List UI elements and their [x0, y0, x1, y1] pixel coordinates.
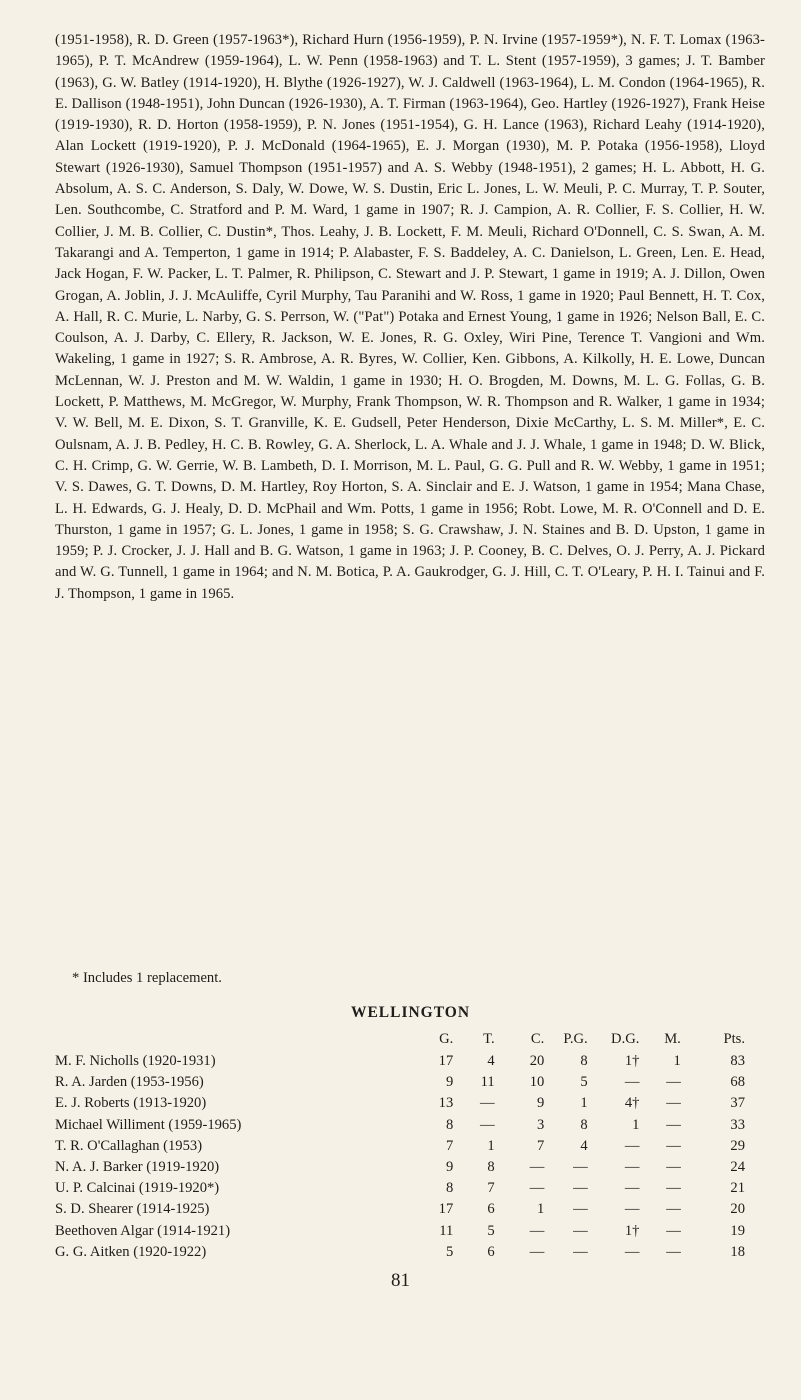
cell-marks: —	[666, 1201, 681, 1218]
cell-conversions: 10	[529, 1074, 545, 1091]
cell-drop-goals: —	[624, 1180, 640, 1197]
body-paragraph: (1951-1958), R. D. Green (1957-1963*), Richard Hurn (1956-1959), P. N. Irvine (1957-1959*), N. F. T. Lomax (1963-1965), P. T. McAndrew (1959-1964), L. W. Penn (1958-1963) and T. L. Stent (1957-1959), 3 games; J. T. Bamber (1963), G. W. Batley (1914-1920), H. Blythe (1926-1927), W. J. Caldwell (1963-1964), L. M. Condon (1964-1965), R. E. Dallison (1948-1951), John Duncan (1926-1930), A. T. Firman (1963-1964), Geo. Hartley (1926-1927), Frank Heise (1919-1930), R. D. Horton (1958-1959), P. N. Jones (1951-1954), G. H. Lance (1963), Richard Leahy (1914-1920), Alan Lockett (1919-1920), P. J. McDonald (1964-1965), E. J. Morgan (1930), M. P. Potaka (1956-1958), Lloyd Stewart (1926-1930), Samuel Thompson (1951-1957) and A. S. Webby (1948-1951), 2 games; H. L. Abbott, H. G. Absolum, A. S. C. Anderson, S. Daly, W. Dowe, W. S. Dustin, Eric L. Jones, L. W. Meuli, P. C. Murray, T. P. Souter, Len. Southcombe, C. Stratford and P. M. Ward, 1 game in 1907; R. J. Campion, A. R. Collier, F. S. Collier, H. W. Collier, J. M. B. Collier, C. Dustin*, Thos. Leahy, J. B. Lockett, F. M. Meuli, Richard O'Donnell, C. S. Swan, A. M. Takarangi and A. Temperton, 1 game in 1914; P. Alabaster, F. S. Baddeley, A. C. Danielson, L. Green, Len. E. Head, Jack Hogan, F. W. Packer, L. T. Palmer, R. Philipson, C. Stewart and J. P. Stewart, 1 game in 1919; A. J. Dillon, Owen Grogan, A. Joblin, J. J. McAuliffe, Cyril Murphy, Tau Paranihi and W. Ross, 1 game in 1920; Paul Bennett, H. T. Cox, A. Hall, R. C. Murie, L. Narby, G. S. Perrson, W. ("Pat") Potaka and Ernest Young, 1 game in 1926; Nelson Ball, E. C. Coulson, A. J. Darby, C. Ellery, R. Jackson, W. E. Jones, R. G. Oxley, Wiri Pine, Terence T. Vangioni and Wm. Wakeling, 1 game in 1927; S. R. Ambrose, A. R. Byres, W. Collier, Ken. Gibbons, A. Kilkolly, H. E. Lowe, Duncan McLennan, W. J. Preston and M. W. Waldin, 1 game in 1930; H. O. Brogden, M. Downs, M. L. G. Follas, G. B. Lockett, P. Matthews, M. McGregor, W. Murphy, Frank Thompson, W. R. Thompson and R. Walker, 1 game in 1934; V. W. Bell, M. E. Dixon, S. T. Granville, K. E. Gudsell, Peter Henderson, Dixie McCarthy, L. S. M. Miller*, E. C. Oulsnam, A. J. B. Pedley, H. C. B. Rowley, G. A. Sherlock, L. A. Whale and J. J. Whale, 1 game in 1948; D. W. Blick, C. H. Crimp, G. W. Gerrie, W. B. Lambeth, D. I. Morrison, M. L. Paul, G. G. Pull and R. W. Webby, 1 game in 1951; V. S. Dawes, G. T. Downs, D. M. Hartley, Roy Horton, S. A. Sinclair and E. J. Watson, 1 game in 1954; Mana Chase, L. H. Edwards, G. J. Healy, D. D. McPhail and Wm. Potts, 1 game in 1956; Robt. Lowe, M. R. O'Connell and D. E. Thurston, 1 game in 1957; G. L. Jones, 1 game in 1958; S. G. Crawshaw, J. N. Staines and B. D. Upston, 1 game in 1959; P. J. Crocker, J. J. Hall and B. G. Watson, 1 game in 1963; J. P. Cooney, B. C. Delves, O. J. Perry, A. J. Pickard and W. G. Tunnell, 1 game in 1964; and N. M. Botica, P. A. Gaukrodger, G. J. Hill, C. T. O'Leary, P. H. I. Tainui and F. J. Thompson, 1 game in 1965.	[55, 32, 765, 602]
cell-penalty-goals: 8	[580, 1116, 588, 1133]
cell-tries: 5	[487, 1222, 495, 1239]
cell-points: 20	[730, 1201, 745, 1218]
header-drop-goals: D.G.	[611, 1030, 640, 1047]
cell-games: 7	[445, 1137, 454, 1154]
header-penalty-goals: P.G.	[563, 1030, 588, 1047]
cell-player-name: G. G. Aitken (1920-1922)	[55, 1243, 207, 1260]
section-title: WELLINGTON	[350, 1004, 471, 1021]
cell-points: 19	[730, 1222, 745, 1239]
cell-conversions: 3	[536, 1116, 545, 1133]
cell-points: 83	[730, 1053, 745, 1070]
cell-marks: —	[666, 1116, 681, 1133]
cell-drop-goals: —	[624, 1201, 640, 1218]
table-row	[55, 1093, 745, 1114]
cell-player-name: N. A. J. Barker (1919-1920)	[55, 1159, 220, 1176]
header-name	[55, 1030, 407, 1051]
cell-penalty-goals: —	[573, 1222, 588, 1239]
cell-games: 8	[445, 1180, 454, 1197]
cell-games: 5	[445, 1243, 454, 1260]
cell-tries: 8	[487, 1159, 495, 1176]
table-row	[55, 1136, 745, 1157]
cell-player-name: Michael Williment (1959-1965)	[55, 1116, 242, 1133]
cell-penalty-goals: 5	[580, 1074, 588, 1091]
cell-player-name: U. P. Calcinai (1919-1920*)	[55, 1180, 220, 1197]
cell-points: 37	[730, 1095, 745, 1112]
cell-games: 17	[438, 1053, 454, 1070]
table-header-row	[55, 1030, 745, 1051]
cell-points: 24	[730, 1159, 745, 1176]
cell-games: 9	[445, 1074, 454, 1091]
cell-drop-goals: —	[624, 1074, 640, 1091]
cell-player-name: E. J. Roberts (1913-1920)	[55, 1095, 207, 1112]
cell-tries: 11	[480, 1074, 495, 1091]
cell-games: 11	[439, 1222, 454, 1239]
cell-penalty-goals: —	[573, 1201, 588, 1218]
cell-penalty-goals: 8	[580, 1053, 588, 1070]
cell-marks: —	[666, 1180, 681, 1197]
cell-penalty-goals: —	[573, 1159, 588, 1176]
cell-conversions: 1	[536, 1201, 545, 1218]
cell-player-name: Beethoven Algar (1914-1921)	[55, 1222, 231, 1239]
cell-penalty-goals: —	[573, 1243, 588, 1260]
footnote: * Includes 1 replacement.	[72, 970, 222, 986]
cell-player-name: M. F. Nicholls (1920-1931)	[55, 1053, 216, 1070]
cell-conversions: —	[529, 1222, 545, 1239]
cell-penalty-goals: —	[573, 1180, 588, 1197]
cell-points: 68	[730, 1074, 745, 1091]
header-tries: T.	[483, 1030, 495, 1047]
table-row	[55, 1157, 745, 1178]
header-marks: M.	[664, 1030, 681, 1047]
table-row	[55, 1115, 745, 1136]
table-row	[55, 1178, 745, 1199]
cell-marks: —	[666, 1137, 681, 1154]
cell-marks: —	[666, 1074, 681, 1091]
cell-marks: —	[666, 1243, 681, 1260]
cell-points: 21	[730, 1180, 745, 1197]
table-row	[55, 1072, 745, 1093]
cell-points: 33	[730, 1116, 745, 1133]
table-row	[55, 1199, 745, 1220]
cell-marks: —	[666, 1222, 681, 1239]
cell-marks: —	[666, 1095, 681, 1112]
cell-drop-goals: —	[624, 1137, 640, 1154]
cell-points: 18	[730, 1243, 745, 1260]
cell-penalty-goals: 4	[580, 1137, 588, 1154]
page-number: 81	[391, 1270, 410, 1291]
cell-tries: 4	[487, 1053, 495, 1070]
cell-tries: 7	[487, 1180, 495, 1197]
cell-games: 13	[438, 1095, 454, 1112]
cell-drop-goals: 4†	[624, 1095, 640, 1112]
header-points: Pts.	[723, 1030, 745, 1047]
cell-tries: 6	[487, 1243, 495, 1260]
table-row	[55, 1051, 745, 1072]
table-body	[55, 1051, 745, 1263]
cell-drop-goals: —	[624, 1243, 640, 1260]
scoring-table	[55, 1030, 745, 1263]
cell-marks: —	[666, 1159, 681, 1176]
table-row	[55, 1242, 745, 1263]
cell-drop-goals: 1†	[624, 1053, 640, 1070]
cell-conversions: —	[529, 1180, 545, 1197]
cell-conversions: —	[529, 1159, 545, 1176]
header-conversions: C.	[530, 1030, 545, 1047]
cell-penalty-goals: 1	[580, 1095, 588, 1112]
cell-conversions: 20	[529, 1053, 545, 1070]
cell-conversions: 7	[536, 1137, 545, 1154]
table-row	[55, 1221, 745, 1242]
cell-games: 9	[445, 1159, 454, 1176]
cell-player-name: S. D. Shearer (1914-1925)	[55, 1201, 210, 1218]
cell-player-name: R. A. Jarden (1953-1956)	[55, 1074, 204, 1091]
cell-points: 29	[730, 1137, 745, 1154]
cell-drop-goals: 1†	[624, 1222, 640, 1239]
cell-tries: —	[480, 1095, 495, 1112]
cell-marks: 1	[673, 1053, 681, 1070]
cell-drop-goals: 1	[632, 1116, 640, 1133]
cell-tries: 1	[487, 1137, 495, 1154]
cell-player-name: T. R. O'Callaghan (1953)	[55, 1137, 203, 1154]
cell-conversions: —	[529, 1243, 545, 1260]
cell-tries: 6	[487, 1201, 495, 1218]
header-games: G.	[439, 1030, 454, 1047]
cell-conversions: 9	[536, 1095, 545, 1112]
cell-drop-goals: —	[624, 1159, 640, 1176]
cell-tries: —	[480, 1116, 495, 1133]
cell-games: 8	[445, 1116, 454, 1133]
cell-games: 17	[438, 1201, 454, 1218]
